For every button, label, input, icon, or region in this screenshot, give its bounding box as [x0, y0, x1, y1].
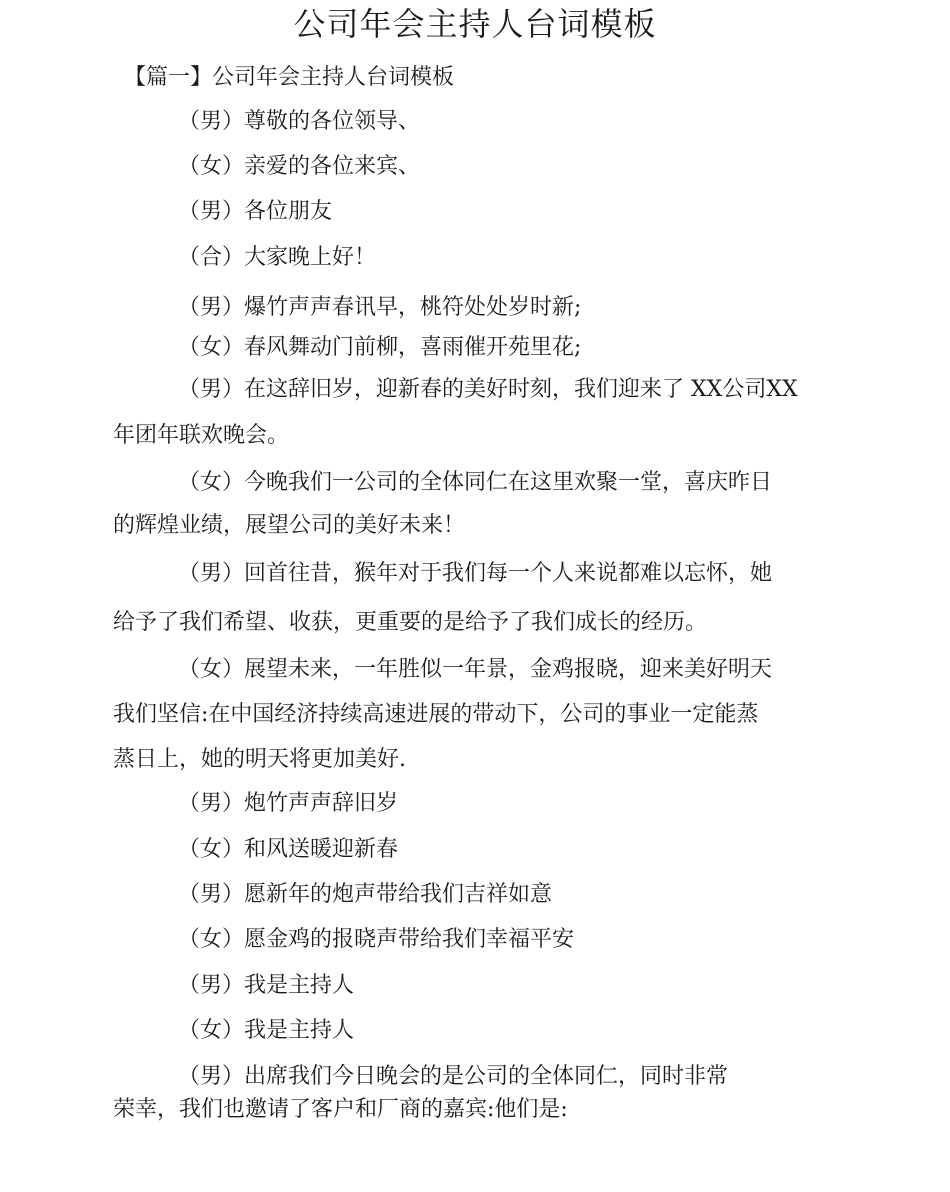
script-line: （女）我是主持人 — [178, 1018, 355, 1043]
script-line: 我们坚信:在中国经济持续高速进展的带动下，公司的事业一定能蒸 — [113, 702, 759, 727]
script-line: （合）大家晚上好！ — [178, 245, 377, 270]
script-line: （男）愿新年的炮声带给我们吉祥如意 — [178, 882, 553, 907]
script-line: （男）回首往昔，猴年对于我们每一个人来说都难以忘怀，她 — [178, 561, 773, 586]
script-line: （男）我是主持人 — [178, 973, 355, 998]
script-line: （女）和风送暖迎新春 — [178, 837, 399, 862]
script-line: （女）展望未来，一年胜似一年景，金鸡报晓，迎来美好明天 — [178, 657, 773, 682]
script-line: （男）尊敬的各位领导、 — [178, 109, 421, 134]
script-line: （女）愿金鸡的报晓声带给我们幸福平安 — [178, 927, 575, 952]
document-title: 公司年会主持人台词模板 — [293, 5, 657, 43]
script-line: 年团年联欢晚会。 — [113, 423, 290, 448]
script-line: 荣幸，我们也邀请了客户和厂商的嘉宾:他们是: — [113, 1097, 568, 1122]
script-line: 的辉煌业绩，展望公司的美好未来！ — [113, 513, 466, 538]
script-line: （男）各位朋友 — [178, 199, 333, 224]
script-line: 蒸日上，她的明天将更加美好. — [113, 747, 406, 772]
script-line: （女）今晚我们一公司的全体同仁在这里欢聚一堂，喜庆昨日 — [178, 470, 773, 495]
script-line: （男）炮竹声声辞旧岁 — [178, 791, 399, 816]
script-line: （女）亲爱的各位来宾、 — [178, 154, 421, 179]
script-line: （男）在这辞旧岁，迎新春的美好时刻，我们迎来了 XX公司XX — [178, 377, 798, 402]
script-line: （男）爆竹声声春讯早，桃符处处岁时新; — [178, 295, 582, 320]
script-line: 给予了我们希望、收获，更重要的是给予了我们成长的经历。 — [113, 610, 708, 635]
section-heading: 【篇一】公司年会主持人台词模板 — [124, 65, 455, 90]
script-line: （女）春风舞动门前柳，喜雨催开苑里花; — [178, 335, 582, 360]
script-line: （男）出席我们今日晚会的是公司的全体同仁，同时非常 — [178, 1064, 729, 1089]
